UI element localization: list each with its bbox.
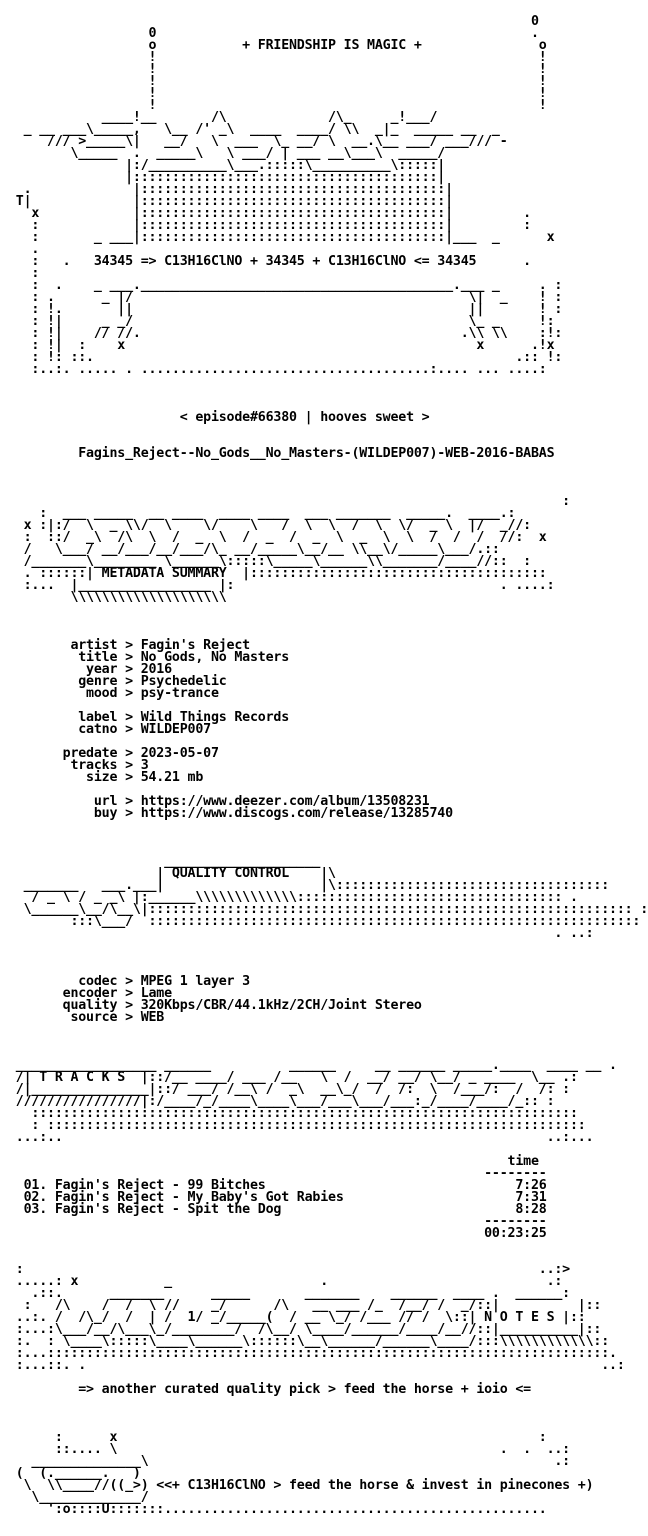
nfo-line: x :|:/ \ _ \\/ \ \/ \ / \ \ / \ \/ _ \ |/ _//: <box>8 518 531 533</box>
nfo-line: : <box>8 266 40 281</box>
nfo-line: mood > psy-trance <box>8 686 219 701</box>
nfo-line: : _ ___|:::::::::::::::::::::::::::::::::::::::|___ _ x <box>8 230 555 245</box>
nfo-line: ...:.. ..:... <box>8 1130 594 1145</box>
nfo-line <box>8 1240 648 1252</box>
nfo-line: : . _ ___.________________________________________.___ _ . : <box>8 278 563 293</box>
nfo-line <box>8 820 648 832</box>
nfo-document <box>8 4 648 1516</box>
nfo-line: codec > MPEG 1 layer 3 <box>8 974 250 989</box>
nfo-line: :...::::::::::::::::::::::::::::::::::::::::::::::::::::::::::::::::::::::::. <box>8 1346 617 1361</box>
nfo-line: ______________\ .: <box>8 1454 570 1469</box>
nfo-line: ( (.______. ) <box>8 1466 547 1481</box>
nfo-line: \______\__/\__\|:::::::::::::::::::::::::::::::::::::::::::::::::::::::::::::: : <box>8 902 648 917</box>
nfo-line: ..:. / /\_/ / | / 1/ _/_____( / __ \_/ /___ // / \::| N O T E S |:: <box>8 1310 586 1325</box>
nfo-line: \\\\\\\\\\\\\\\\\\\\ <box>8 590 227 605</box>
nfo-line <box>8 1024 648 1036</box>
nfo-line: : ..:> <box>8 1262 570 1277</box>
nfo-line: ____!__ /\ /\_ _!___/ <box>8 110 438 125</box>
nfo-line: :::::::::::::::::::::::::::::::::::::::::::::::::::::::::::::::::::::: <box>8 1106 578 1121</box>
nfo-line: : !| : x x .!x <box>8 338 555 353</box>
nfo-line: url > https://www.deezer.com/album/13508231 <box>8 794 430 809</box>
nfo-line: ! ! <box>8 98 547 113</box>
nfo-line: genre > Psychedelic <box>8 674 227 689</box>
nfo-line: year > 2016 <box>8 662 172 677</box>
nfo-line <box>8 832 648 844</box>
nfo-line <box>8 952 648 964</box>
nfo-line: :... |_________________ |: . ....: <box>8 578 555 593</box>
nfo-line: ////////////////|:/____/_/____\____\___/___\___/___:_/____/____/_:: : <box>8 1094 555 1109</box>
nfo-line: quality > 320Kbps/CBR/44.1kHz/2CH/Joint Stereo <box>8 998 422 1013</box>
nfo-line: . ::::::| METADATA SUMMARY |:::::::::::::::::::::::::::::::::::::: <box>8 566 547 581</box>
nfo-line: . ..: <box>8 926 594 941</box>
nfo-line: -------- <box>8 1214 547 1229</box>
nfo-line: . |:::::::::::::::::::::::::::::::::::::::| <box>8 182 453 197</box>
nfo-line: title > No Gods, No Masters <box>8 650 289 665</box>
nfo-line: predate > 2023-05-07 <box>8 746 219 761</box>
nfo-line <box>8 388 648 400</box>
nfo-line: ! ! <box>8 62 547 77</box>
nfo-line: 02. Fagin's Reject - My Baby's Got Rabies 7:31 <box>8 1190 547 1205</box>
nfo-line: \_____ . _____\ \ ___/ | ___ __\___\ _____/ <box>8 146 446 161</box>
nfo-line: : . 34345 => C13H16ClNO + 34345 + C13H16ClNO <= 34345 . <box>8 254 531 269</box>
nfo-line: : |:::::::::::::::::::::::::::::::::::::::| : <box>8 218 531 233</box>
nfo-line: catno > WILDEP007 <box>8 722 211 737</box>
nfo-line: /_______\________ \______\:::::\_____\______\\_______/____//:: : <box>8 554 531 569</box>
nfo-line: __________________ ______ ______ __ ______ _____.____ ____ __ . <box>8 1058 617 1073</box>
nfo-line <box>8 1396 648 1408</box>
nfo-line: : /\ / / \ // _/ /\ __ ___ /_ /__/ / _/::| |:: <box>8 1298 602 1313</box>
nfo-line: source > WEB <box>8 1010 165 1025</box>
nfo-line: \_____________/ <box>8 1490 165 1505</box>
nfo-line: label > Wild Things Records <box>8 710 289 725</box>
nfo-line: / _ \ / _ _\ |:______\\\\\\\\\\\\\:::::::::::::::::::::::::::::::::: . <box>8 890 578 905</box>
nfo-line <box>8 472 648 484</box>
nfo-line: |:::::::::::::::::::::::::::::::::::::::| <box>8 170 446 185</box>
nfo-line: ':o::::U:::::::................................................. <box>8 1502 547 1517</box>
nfo-line <box>8 376 648 388</box>
nfo-line: ! ! <box>8 50 547 65</box>
nfo-line: => another curated quality pick > feed the horse + ioio <= <box>8 1382 531 1397</box>
nfo-line <box>8 604 648 616</box>
nfo-line: : <box>8 494 570 509</box>
nfo-line: ____________________ <box>8 854 321 869</box>
nfo-line: Fagins_Reject--No_Gods__No_Masters-(WILDEP007)-WEB-2016-BABAS <box>8 446 555 461</box>
nfo-line: | QUALITY CONTROL |\ <box>8 866 336 881</box>
nfo-line: .....: x _ . .: <box>8 1274 563 1289</box>
nfo-line: size > 54.21 mb <box>8 770 204 785</box>
nfo-line: : !| _ _/ \_ _ !: <box>8 314 555 329</box>
nfo-line: time <box>8 1154 539 1169</box>
nfo-line: _______ ___.___| |\::::::::::::::::::::::::::::::::::: <box>8 878 610 893</box>
nfo-line: : . _ |/ \| _ ! : <box>8 290 563 305</box>
nfo-line: : !. || || ! : <box>8 302 563 317</box>
nfo-line: -------- <box>8 1166 547 1181</box>
nfo-line: :..:. ..... . .....................................:.... ... ....: <box>8 362 547 377</box>
nfo-line: artist > Fagin's Reject <box>8 638 250 653</box>
nfo-line: 0 . <box>8 26 539 41</box>
nfo-line <box>8 460 648 472</box>
nfo-line: 03. Fagin's Reject - Spit the Dog 8:28 <box>8 1202 547 1217</box>
nfo-line: |:/__________\___.:::::\__________\:::::| <box>8 158 446 173</box>
nfo-line <box>8 616 648 628</box>
nfo-line <box>8 424 648 436</box>
nfo-line: _ __ ___\_____, \__ /' _\ ____ ____/ \\ _|_ _____ __ _ <box>8 122 500 137</box>
nfo-line: ! ! <box>8 86 547 101</box>
nfo-line: 0 <box>8 14 539 29</box>
nfo-line: . <box>8 242 40 257</box>
nfo-line: /// >_____\| __/ \ ___ \_ __/ \ __.\__ ___/ ___/// - <box>8 134 508 149</box>
nfo-line <box>8 940 648 952</box>
nfo-line: / \___/ __/___/__/___/\_ __/_____\__/__ \\__\/_____\___/.:: <box>8 542 500 557</box>
nfo-line: encoder > Lame <box>8 986 172 1001</box>
nfo-line: .::. _______ _____ _______ ______ ____ . ______: <box>8 1286 570 1301</box>
nfo-line: tracks > 3 <box>8 758 149 773</box>
nfo-line: :...:\___/__/\___\_/________/ /\__/ \____/______/____/__//::|__________|:: <box>8 1322 602 1337</box>
nfo-line: : ::/ _\ /\ \ / _ \ / _ / _ \ _ \ \ / / / //: x <box>8 530 547 545</box>
nfo-line: :...::. . ..: <box>8 1358 625 1373</box>
nfo-line: : ___ _____ __ ____ ____ ____ ___ _______ _____. ____.: <box>8 506 516 521</box>
nfo-line: : !: ::. .:: !: <box>8 350 563 365</box>
nfo-line: ::.... \ . . ..: <box>8 1442 570 1457</box>
nfo-line: : !| // //. .\\ \\ :!: <box>8 326 563 341</box>
nfo-line: :. : \____\:::::\____\______\::::::\__\______/______\____/:::\\\\\\\\\\\\:: <box>8 1334 610 1349</box>
nfo-line: T| |:::::::::::::::::::::::::::::::::::::::| <box>8 194 453 209</box>
nfo-line <box>8 1036 648 1048</box>
nfo-line: buy > https://www.discogs.com/release/13285740 <box>8 806 453 821</box>
nfo-line: : x : <box>8 1430 547 1445</box>
nfo-line: /| T R A C K S |::/__ ____/ ___ /__ \ / __/ __/ \__/ _ ____ \__ .: <box>8 1070 586 1085</box>
nfo-line: < episode#66380 | hooves sweet > <box>8 410 430 425</box>
nfo-line: x |:::::::::::::::::::::::::::::::::::::::| . <box>8 206 531 221</box>
nfo-line: o + FRIENDSHIP IS MAGIC + o <box>8 38 547 53</box>
nfo-line: \ \\____//((_>) <<+ C13H16ClNO > feed the horse & invest in pinecones +) <box>8 1478 594 1493</box>
nfo-line: 01. Fagin's Reject - 99 Bitches 7:26 <box>8 1178 547 1193</box>
nfo-line: 00:23:25 <box>8 1226 547 1241</box>
nfo-line: :::\___/ ::::::::::::::::::::::::::::::::::::::::::::::::::::::::::::::: <box>8 914 641 929</box>
nfo-line: ! ! <box>8 74 547 89</box>
nfo-line: : ::::::::::::::::::::::::::::::::::::::::::::::::::::::::::::::::::::: <box>8 1118 586 1133</box>
nfo-line: /|_______________|::/ ___/ /__\ / _\ __\_/ / /: \ /___/: / /: : <box>8 1082 570 1097</box>
nfo-line <box>8 1408 648 1420</box>
